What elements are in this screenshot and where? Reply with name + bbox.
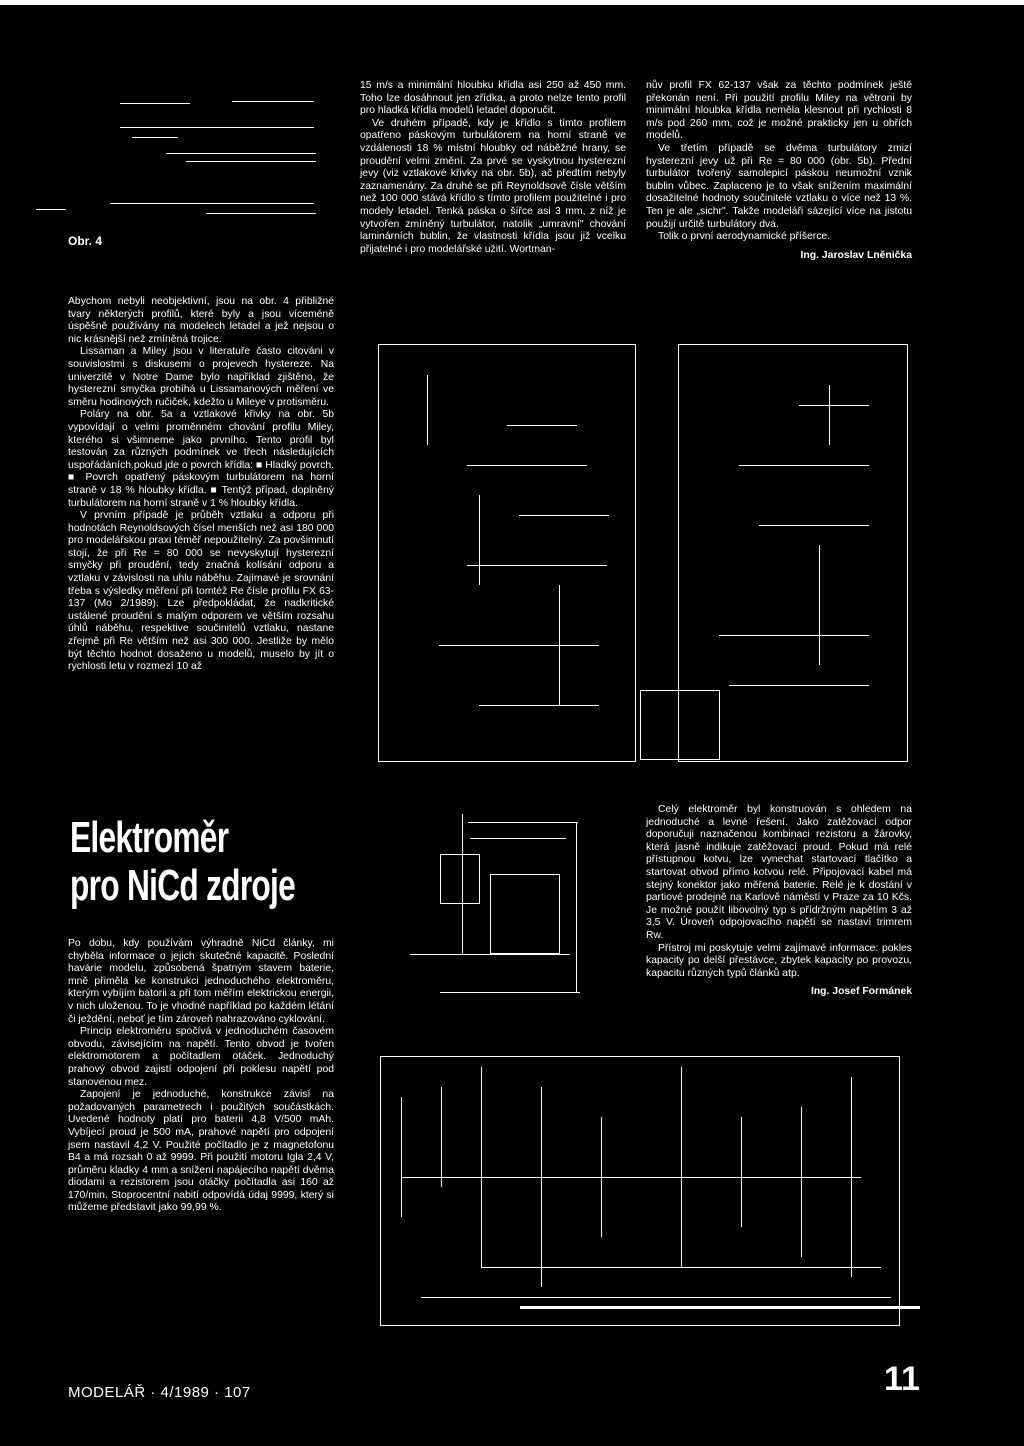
author-name: Ing. Josef Formánek <box>810 986 912 998</box>
paragraph: Celý elektroměr byl konstruován s ohledem na jednoduché a levné řešení. Jako zatěžovací odpor doporučuji naznačenou kombinaci rezistoru a žárovky, která jasně indikuje zatěžovací proud. Pokud má relé přístupnou kotvu, lze vynechat startovací tlačítko a startovat obvod přímo kotvou relé. Připojovací kabel má stejný konektor jako měřená baterie. Relé je k dostání v partiové prodejně na Karlově náměstí v Praze za 10 Kčs. Je možné použít libovolný typ s přídržným napětím 3 až 3,5 V. Úroveň odpojovacího napětí se nastaví trimrem Rw. <box>646 804 912 941</box>
graph-line <box>829 385 830 445</box>
graph-line <box>479 495 480 585</box>
circuit-diagram-frame <box>380 1056 900 1326</box>
article2-title-line2: pro NiCd zdroje <box>70 861 296 910</box>
journal-footer: MODELÁŘ · 4/1989 · 107 <box>68 1384 251 1401</box>
paragraph: Abychom nebyli neobjektivní, jsou na obr. 4 přibližné tvary některých profilů, které byly a jsou víceméně úspěšně používány na modelech letadel a jež nejsou o nic krásnější než zmíněná trojice. <box>68 296 334 345</box>
paragraph: Zapojení je jednoduché, konstrukce závisí na požadovaných parametrech i použitých součástkách. Uvedené hodnoty platí pro baterii 4,8 V/500 mAh. Vybíjecí proud je 500 mA, prahové napětí pro odpojení jsem nastavil 4,2 V. Použité počítadlo je z magnetofonu B4 a má rozsah 0 až 9999. Při použití motoru Igla 2,4 V, průměru kladky 4 mm a snížení napájecího napětí dvěma diodami a rezistorem jsou otáčky počítadla asi 160 až 170/min. Stoprocentní nabití odpovídá údaj 9999, který si můžeme představit jako 99,99 %. <box>68 1089 334 1214</box>
article1-middle-column <box>360 80 626 256</box>
component-box <box>490 874 560 954</box>
airfoil-outline <box>120 103 190 104</box>
paragraph: Ve druhém případě, kdy je křídlo s tímto profilem opatřeno páskovým turbulátorem na horní straně ve vzdálenosti 18 % místní hloubky od náběžné hrany, se proudění velmi změní. Za prvé se vyskytnou hysterezní jevy (viz vztlakové křivky na obr. 5b), ač předtím nebyly zaznamenány. Za druhé se při Reynoldsově čísle větším než 100 000 stává křídlo s tímto profilem použitelné i pro modely letadel. Tenká páska o šířce asi 3 mm, z níž je vytvořen zmíněný turbulátor, natolik „umravní" chování laminárních bublin, že vlastnosti křídla jsou již vcelku přijatelné i pro modelářské užití. Wortman- <box>360 117 626 255</box>
page-number: 11 <box>884 1360 920 1398</box>
wire <box>741 1117 742 1227</box>
wire <box>481 1267 881 1268</box>
paragraph: 15 m/s a minimální hloubku křídla asi 250 až 450 mm. Toho lze dosáhnout jen zřídka, a proto nelze tento profil pro hladká křídla modelů letadel doporučit. <box>360 80 626 117</box>
airfoil-outline <box>232 101 314 102</box>
paragraph: Přístroj mi poskytuje velmi zajímavé informace: pokles kapacity po delší přestávce, zbytek kapacity po provozu, kapacitu různých typů článků atp. <box>646 942 912 979</box>
paragraph: Po dobu, kdy používám výhradně NiCd články, mi chyběla informace o jejich skutečné kapacitě. Poslední havárie modelu, způsobená špatným stavem baterie, mně přiměla ke konstrukci jednoduchého elektroměru, kterým vybíjím batorii a při tom měřím elektrickou energii, v nich uloženou. To je vhodné například po každém létání či ježdění, neboť je tím zároveň nahrazováno cyklování. <box>68 938 334 1025</box>
wire <box>401 1177 861 1178</box>
component-box <box>440 854 480 904</box>
circuit-schematic <box>380 814 636 1038</box>
graph-line <box>479 705 599 706</box>
article1-left-column <box>68 296 334 674</box>
wire <box>541 1087 542 1287</box>
wire <box>801 1107 802 1257</box>
wire <box>470 838 566 839</box>
wire <box>576 822 577 992</box>
figure-5a-frame <box>378 344 636 762</box>
graph-line <box>467 565 607 566</box>
scan-top-edge <box>0 0 1024 5</box>
graph-line <box>467 465 587 466</box>
airfoil-outline <box>36 209 66 210</box>
airfoil-outline <box>186 161 316 162</box>
article2-right-column <box>646 804 912 999</box>
paragraph: Poláry na obr. 5a a vztlakové křivky na obr. 5b vypovídají o velmi proměnném chování profilu Miley, kterého si všimneme jako prvního. Tento profil byl testován za různých podmínek ve třech následujících uspořádáních.pokud jde o povrch křídla: ■ Hladký povrch. ■ Povrch opatřený páskovým turbulátorem na horní straně v 18 % hloubky křídla. ■ Tentýž případ, doplněný turbulátorem na horní straně v 1 % hloubky křídla. <box>68 409 334 509</box>
graph-line <box>719 635 869 636</box>
paragraph: Tolik o první aerodynamické příšerce. <box>658 231 831 243</box>
graph-line <box>427 375 428 445</box>
wire <box>410 954 570 955</box>
wire <box>468 822 578 823</box>
figure-5b-legend-box <box>640 690 720 760</box>
airfoil-outline <box>132 137 178 138</box>
wire <box>401 1097 402 1217</box>
airfoil-outline <box>120 127 314 128</box>
airfoil-outline <box>110 203 314 204</box>
graph-line <box>507 425 577 426</box>
wire <box>440 992 580 993</box>
wire <box>520 1306 920 1309</box>
article1-right-column <box>646 80 912 262</box>
paragraph: Lissaman a Miley jsou v literatuře často citováni v souvislostmi s diskusemi o projevech hystereze. Na univerzitě v Notre Dame bylo například zjištěno, že hysterezní smyčka probíhá u Lissamanových měření ve směru hodinových ručiček, kdežto u Mileye v protisměru. <box>68 346 334 408</box>
article2-title-line1: Elektroměr <box>70 813 229 862</box>
graph-line <box>739 465 869 466</box>
airfoil-outline <box>206 213 316 214</box>
figure-4 <box>36 95 326 225</box>
graph-line <box>729 685 869 686</box>
paragraph: Ve třetím případě se dvěma turbulátory zmizí hysterezní jevy už při Re = 80 000 (obr. 5b). Přední turbulátor tvořený samolepicí páskou neumožní vznik bublin vůbec. Zaplaceno je to však snížením maximální dosažitelné hodnoty součinitele vztlaku o více než 13 %. Ten je ale „sichr". Takže modeláři sázející více na jistotu použijí určitě turbulátory dva. <box>646 142 912 230</box>
paragraph: nův profil FX 62-137 však za těchto podmínek ještě překonán není. Při použití profilu Miley na větroni by minimální hloubka křídla neměla klesnout při rychlosti 8 m/s pod 260 mm, což je možné prakticky jen u obřích modelů. <box>646 80 912 142</box>
wire <box>441 1087 442 1187</box>
wire <box>681 1067 682 1267</box>
paragraph: V prvním případě je průběh vztlaku a odporu při hodnotách Reynoldsových čísel menších než asi 180 000 pro modelářskou praxi téměř nepoužitelný. Za povšimnutí stojí, že při Re = 80 000 se nevyskytují hysterezní smyčky při proudění, tedy značná kolísání odporu a vztlaku v závislosti na uhlu náběhu. Zajímavé je srovnání třeba s výsledky měření při tomtéž Re čísle profilu FX 63-137 (Mo 2/1989). Lze předpokládat, že nadkritické ustálené proudění s malým odporem ve větším rozsahu úhlů náběhu, respektive součinitelů vztlaku, nastane zřejmě při Re větším než asi 300 000. Jestliže by mělo být těchto hodnot dosaženo u modelů, muselo by jít o rychlosti letu v rozmezí 10 až <box>68 510 334 673</box>
airfoil-outline <box>166 153 316 154</box>
wire <box>481 1067 482 1267</box>
graph-line <box>439 645 599 646</box>
wire <box>421 1297 891 1298</box>
figure-4-caption: Obr. 4 <box>68 234 103 248</box>
graph-line <box>759 525 869 526</box>
graph-line <box>819 545 820 665</box>
paragraph: Princip elektroměru spočívá v jednoduchém časovém obvodu, závisejícím na napětí. Tento obvod je tvořen elektromotorem a počítadlem otáček. Jednoduchý prahový obvod zajistí odpojení při poklesu napětí pod stanovenou mez. <box>68 1026 334 1088</box>
graph-line <box>519 515 609 516</box>
author-name: Ing. Jaroslav Lněnička <box>800 249 912 261</box>
graph-line <box>799 405 869 406</box>
article2-left-column <box>68 938 334 1215</box>
